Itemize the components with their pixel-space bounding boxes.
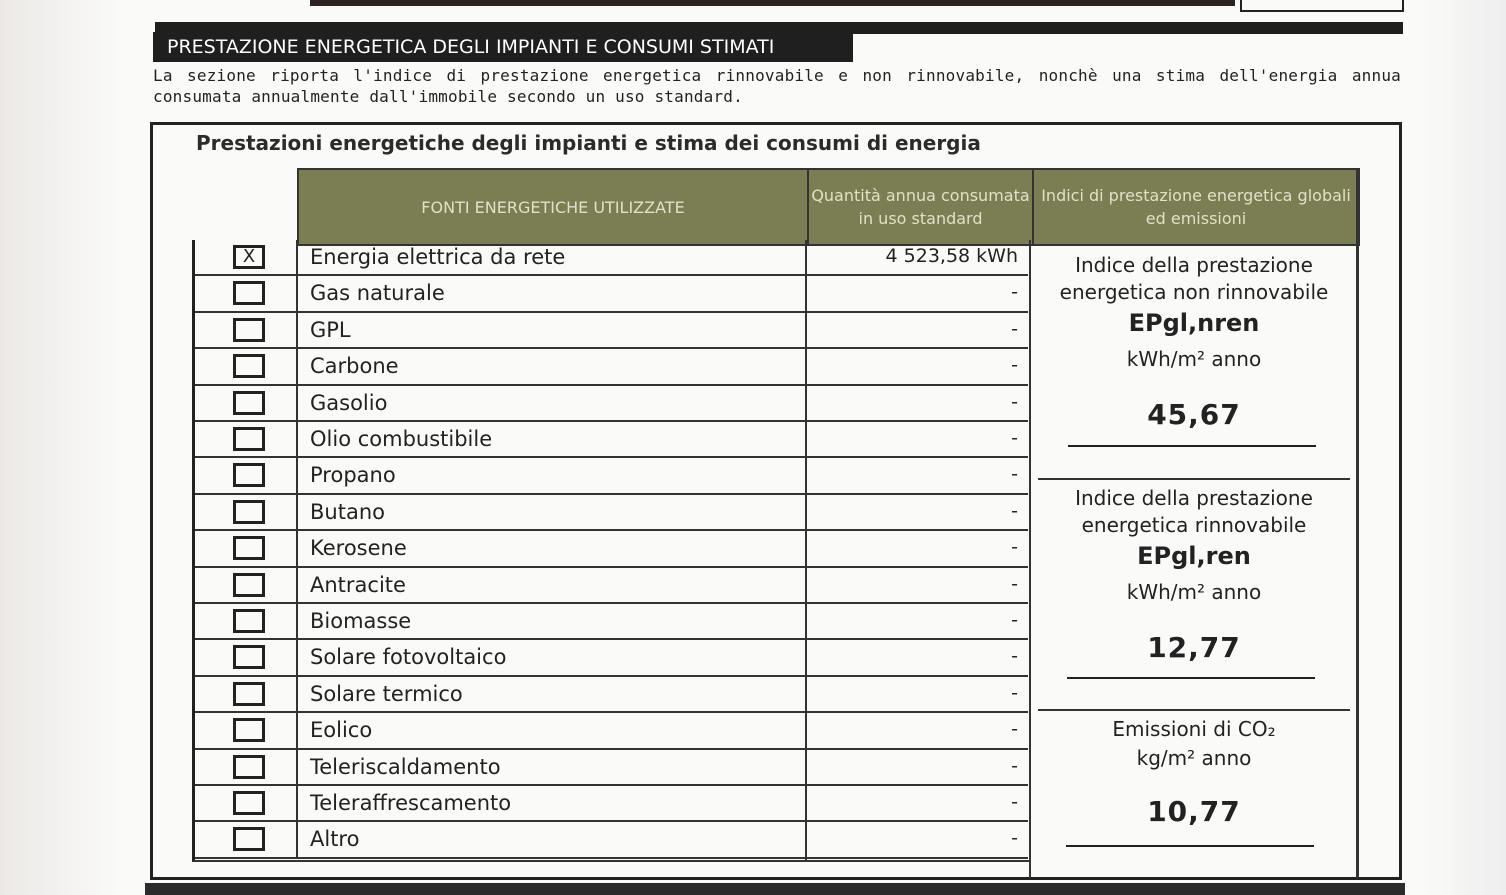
index-ren-value: 12,77 bbox=[1147, 631, 1241, 664]
source-checkbox[interactable] bbox=[233, 682, 265, 706]
source-label: Kerosene bbox=[310, 536, 407, 561]
source-label: Propano bbox=[310, 463, 396, 488]
source-quantity: - bbox=[1011, 499, 1018, 522]
source-quantity: - bbox=[1011, 645, 1018, 668]
source-checkbox[interactable] bbox=[233, 463, 265, 487]
column-header-indices: Indici di prestazione energetica globali ed emissioni bbox=[1032, 168, 1360, 246]
source-quantity: - bbox=[1011, 754, 1018, 777]
section-intro: La sezione riporta l'indice di prestazione energetica rinnovabile e non rinnovabile, nonchè una stima dell'energia annua consumata annualmente dall'immobile secondo un uso standard. bbox=[153, 66, 1401, 106]
table-row bbox=[195, 786, 1028, 822]
index-nren-value: 45,67 bbox=[1147, 398, 1241, 431]
source-label: Solare fotovoltaico bbox=[310, 645, 507, 670]
source-checkbox[interactable] bbox=[233, 718, 265, 742]
source-label: Teleraffrescamento bbox=[310, 791, 512, 815]
source-label: Olio combustibile bbox=[310, 427, 493, 451]
index-co2 bbox=[1032, 716, 1356, 828]
source-checkbox[interactable] bbox=[233, 755, 265, 779]
index-co2-value: 10,77 bbox=[1147, 795, 1241, 828]
source-checkbox[interactable] bbox=[233, 609, 265, 633]
source-label: Butano bbox=[310, 499, 385, 524]
index-co2-label: Emissioni di CO₂ bbox=[1112, 717, 1276, 741]
source-checkbox[interactable] bbox=[233, 354, 265, 378]
table-row bbox=[195, 640, 1028, 676]
column-divider bbox=[1356, 170, 1359, 878]
energy-sources-list bbox=[192, 240, 1030, 862]
table-row bbox=[195, 531, 1028, 567]
source-label: Altro bbox=[310, 827, 360, 852]
table-row bbox=[195, 422, 1028, 458]
table-row bbox=[195, 677, 1028, 713]
source-quantity: - bbox=[1011, 390, 1018, 413]
index-nren bbox=[1032, 252, 1356, 431]
table-row bbox=[195, 750, 1028, 786]
index-separator bbox=[1038, 478, 1350, 480]
column-divider bbox=[1029, 240, 1031, 878]
source-label: Carbone bbox=[310, 354, 399, 379]
table-row bbox=[195, 386, 1028, 422]
table-row bbox=[195, 568, 1028, 604]
source-quantity: - bbox=[1011, 281, 1018, 304]
column-divider bbox=[805, 240, 807, 860]
column-divider bbox=[296, 240, 298, 858]
source-quantity: 4 523,58 kWh bbox=[885, 245, 1018, 267]
index-ren bbox=[1032, 485, 1356, 664]
column-header-sources: FONTI ENERGETICHE UTILIZZATE bbox=[297, 168, 809, 246]
source-checkbox[interactable] bbox=[233, 318, 265, 342]
index-ren-unit: kWh/m² anno bbox=[1126, 580, 1262, 604]
table-row bbox=[195, 276, 1028, 312]
source-checkbox[interactable] bbox=[233, 536, 265, 560]
source-checkbox[interactable] bbox=[233, 281, 265, 305]
table-row bbox=[195, 713, 1028, 749]
index-separator bbox=[1038, 709, 1350, 711]
source-label: Solare termico bbox=[310, 681, 463, 706]
source-label: Teleriscaldamento bbox=[310, 754, 501, 779]
index-co2-unit: kg/m² anno bbox=[1136, 746, 1252, 770]
source-quantity: - bbox=[1011, 718, 1018, 741]
source-checkbox[interactable] bbox=[233, 573, 265, 597]
source-label: Energia elettrica da rete bbox=[310, 245, 566, 269]
source-label: Biomasse bbox=[310, 609, 412, 633]
table-row bbox=[195, 458, 1028, 494]
bottom-rule bbox=[145, 883, 1405, 895]
source-checkbox[interactable]: X bbox=[233, 245, 265, 269]
source-label: Eolico bbox=[310, 718, 373, 743]
source-checkbox[interactable] bbox=[233, 791, 265, 815]
index-nren-unit: kWh/m² anno bbox=[1126, 347, 1262, 371]
source-checkbox[interactable] bbox=[233, 391, 265, 415]
index-nren-label: Indice della prestazione energetica non rinnovabile bbox=[1059, 253, 1329, 304]
source-quantity: - bbox=[1011, 681, 1018, 704]
value-underline bbox=[1066, 845, 1314, 847]
index-ren-code: EPgl,ren bbox=[1137, 542, 1251, 570]
value-underline bbox=[1068, 445, 1316, 447]
section-title: PRESTAZIONE ENERGETICA DEGLI IMPIANTI E CONSUMI STIMATI bbox=[153, 32, 853, 62]
source-checkbox[interactable] bbox=[233, 427, 265, 451]
table-row bbox=[195, 240, 1028, 276]
top-decorative-bar bbox=[310, 0, 1235, 6]
source-quantity: - bbox=[1011, 572, 1018, 595]
source-quantity: - bbox=[1011, 791, 1018, 813]
table-row bbox=[195, 313, 1028, 349]
table-row bbox=[195, 349, 1028, 385]
source-checkbox[interactable] bbox=[233, 500, 265, 524]
box-title: Prestazioni energetiche degli impianti e stima dei consumi di energia bbox=[196, 131, 981, 155]
source-quantity: - bbox=[1011, 463, 1018, 486]
value-underline bbox=[1067, 677, 1315, 679]
index-nren-code: EPgl,nren bbox=[1128, 309, 1260, 337]
source-label: Antracite bbox=[310, 572, 406, 597]
source-quantity: - bbox=[1011, 609, 1018, 631]
source-quantity: - bbox=[1011, 427, 1018, 449]
table-row bbox=[195, 495, 1028, 531]
column-header-quantity: Quantità annua consumata in uso standard bbox=[807, 168, 1034, 246]
top-right-box bbox=[1240, 0, 1404, 12]
source-quantity: - bbox=[1011, 827, 1018, 850]
table-row bbox=[195, 604, 1028, 640]
source-checkbox[interactable] bbox=[233, 827, 265, 851]
source-label: Gas naturale bbox=[310, 281, 445, 306]
source-quantity: - bbox=[1011, 354, 1018, 377]
source-checkbox[interactable] bbox=[233, 645, 265, 669]
index-ren-label: Indice della prestazione energetica rinnovabile bbox=[1075, 486, 1313, 537]
table-row bbox=[195, 822, 1028, 858]
source-quantity: - bbox=[1011, 317, 1018, 340]
source-label: Gasolio bbox=[310, 390, 388, 415]
source-quantity: - bbox=[1011, 536, 1018, 559]
source-label: GPL bbox=[310, 317, 351, 342]
